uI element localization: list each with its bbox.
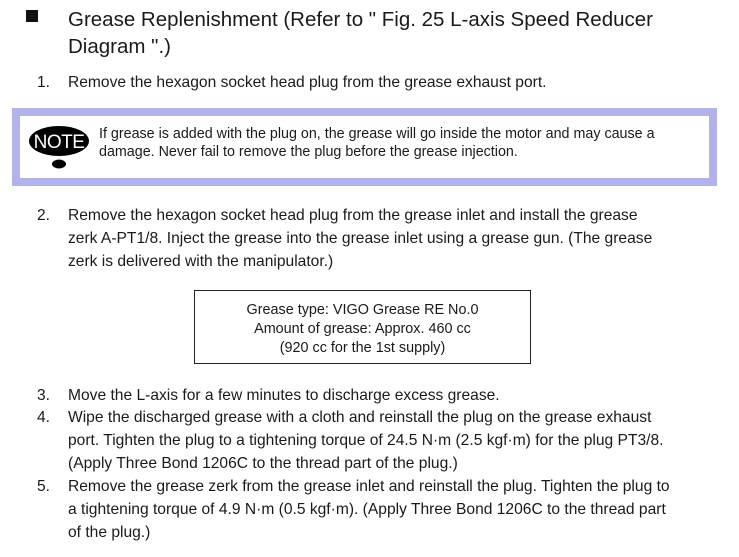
heading-bullet: [26, 10, 38, 22]
step-number: 2.: [37, 207, 51, 224]
step-number: 1.: [37, 74, 51, 91]
step-text: [68, 475, 728, 544]
heading-line-1: Grease Replenishment (Refer to " Fig. 25 L-axis Speed Reducer: [68, 8, 653, 31]
note-box: [12, 108, 717, 186]
note-inner: [20, 116, 709, 178]
step-line: Remove the hexagon socket head plug from the grease inlet and install the grease: [68, 207, 638, 224]
step-line: Move the L-axis for a few minutes to discharge excess grease.: [68, 387, 500, 404]
grease-spec-box: [194, 290, 531, 364]
step-number: 4.: [37, 409, 51, 426]
step-line: port. Tighten the plug to a tightening torque of 24.5 N·m (2.5 kgf·m) for the plug PT3/8.: [68, 432, 664, 449]
step-line: of the plug.): [68, 524, 151, 541]
step-line: (Apply Three Bond 1206C to the thread part of the plug.): [68, 455, 458, 472]
step-text: [68, 384, 728, 407]
grease-type: Grease type: VIGO Grease RE No.0: [246, 302, 479, 318]
section-heading: [68, 6, 718, 60]
grease-amount: Amount of grease: Approx. 460 cc: [254, 321, 471, 337]
grease-first-supply: (920 cc for the 1st supply): [279, 340, 446, 356]
step-text: [68, 204, 728, 273]
note-line-2: damage. Never fail to remove the plug before the grease injection.: [99, 144, 518, 160]
step-line: Remove the grease zerk from the grease inlet and reinstall the plug. Tighten the plug to: [68, 478, 670, 495]
step-line: Wipe the discharged grease with a cloth and reinstall the plug on the grease exhaust: [68, 409, 652, 426]
note-text: [99, 125, 699, 161]
step-line: zerk is delivered with the manipulator.): [68, 253, 334, 270]
note-line-1: If grease is added with the plug on, the grease will go inside the motor and may cause a: [99, 126, 655, 142]
note-icon-label: NOTE: [33, 132, 85, 153]
step-number: 3.: [37, 387, 51, 404]
step-line: Remove the hexagon socket head plug from the grease exhaust port.: [68, 74, 547, 91]
step-text: [68, 406, 728, 475]
step-line: a tightening torque of 4.9 N·m (0.5 kgf·m). (Apply Three Bond 1206C to the thread part: [68, 501, 666, 518]
heading-line-2: Diagram ".): [68, 35, 171, 58]
step-text: [68, 71, 728, 94]
step-line: zerk A-PT1/8. Inject the grease into the grease inlet using a grease gun. (The grease: [68, 230, 653, 247]
note-icon: [28, 124, 90, 172]
step-number: 5.: [37, 478, 51, 495]
